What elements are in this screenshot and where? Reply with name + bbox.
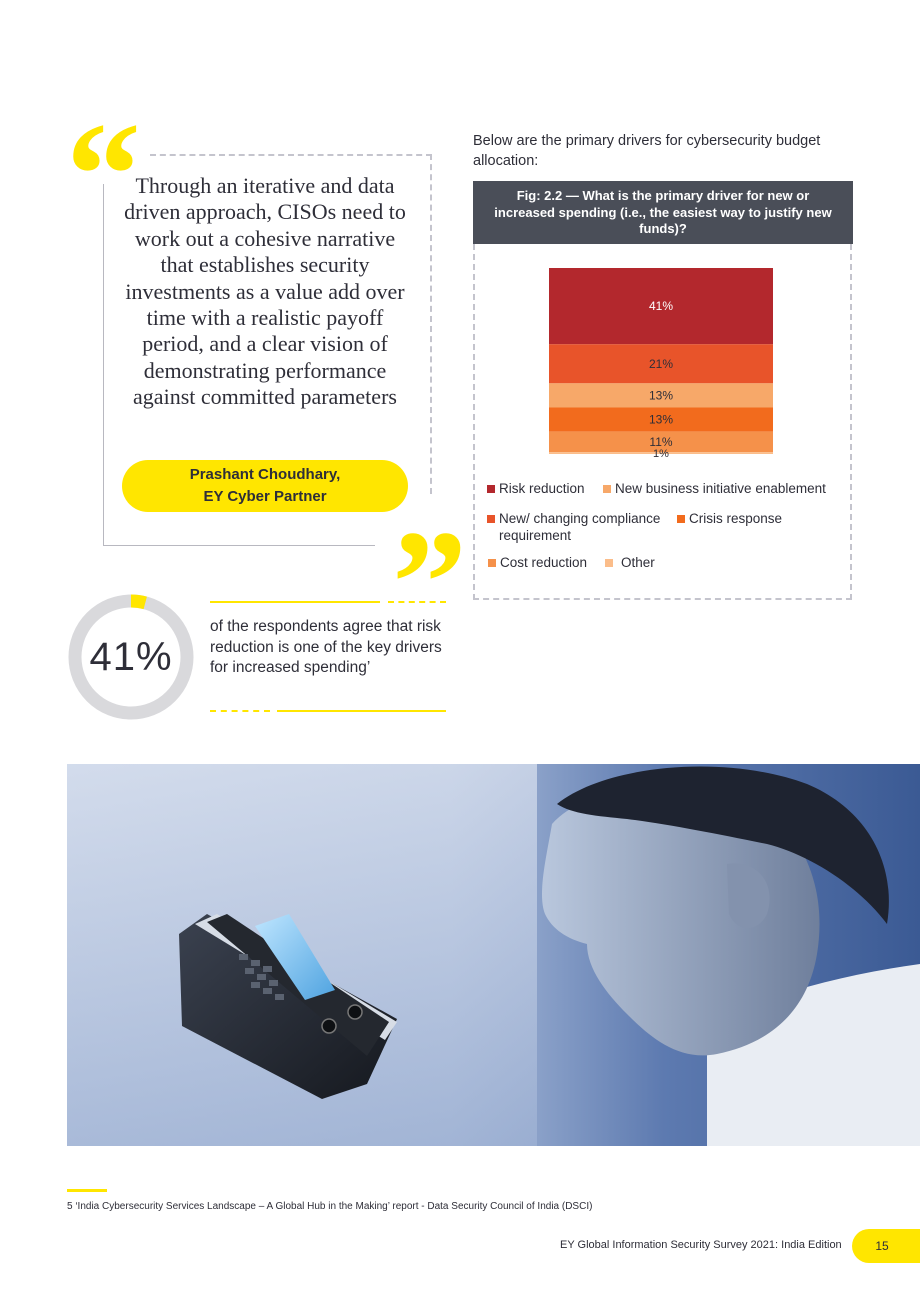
legend-label: Crisis response (689, 511, 783, 526)
legend-item-risk-reduction (487, 480, 585, 497)
legend-label: Risk reduction (499, 481, 585, 496)
data-label: 41% (648, 299, 674, 314)
photo-face-recognition-scanner (67, 764, 920, 1146)
legend-swatch (487, 515, 495, 523)
quote-frame-top (150, 154, 432, 156)
device-sensor (322, 1019, 336, 1033)
legend-label: Other (621, 555, 655, 570)
footnote: 5 ‘India Cybersecurity Services Landscape – A Global Hub in the Making’ report - Data Security Council of India (DSCI) (67, 1201, 593, 1212)
footer-publication-title: EY Global Information Security Survey 2021: India Edition (560, 1239, 842, 1251)
chart-frame-bottom (473, 598, 852, 600)
stat-description: of the respondents agree that risk reduction is one of the key drivers for increased spending’ (210, 618, 442, 676)
quote-text: Through an iterative and data driven approach, CISOs need to work out a cohesive narrative that establishes security investments as a value add over time with a realistic payoff period, and a clear vision of demonstrating performance against committed parameters (124, 173, 406, 410)
data-label: 11% (649, 434, 673, 449)
stat-value: 41% (89, 634, 173, 679)
quote-frame-bottom (103, 545, 375, 546)
legend-swatch (605, 559, 613, 567)
key (263, 966, 272, 972)
data-label: 21% (648, 356, 674, 371)
legend-label: New/ changing compliance requirement (499, 511, 661, 543)
key (251, 960, 260, 966)
key (275, 994, 284, 1000)
legend-label: New business initiative enablement (615, 481, 826, 496)
data-label: 13% (648, 412, 674, 427)
device-sensor (348, 1005, 362, 1019)
legend-label: Cost reduction (500, 555, 588, 570)
stacked-bar-chart (473, 244, 853, 474)
stat-rule-bottom-dashed (210, 710, 270, 712)
legend-item-crisis-response (677, 510, 782, 527)
data-label: 1% (653, 448, 669, 461)
legend-swatch (677, 515, 685, 523)
quote-frame-right (430, 154, 432, 494)
open-quote-mark: “ (66, 92, 141, 258)
key (269, 980, 278, 986)
key (257, 974, 266, 980)
author-name: Prashant Choudhary, (189, 466, 341, 483)
legend-swatch (603, 485, 611, 493)
page-number: 15 (875, 1239, 889, 1253)
key (263, 988, 272, 994)
quote-frame-left (103, 184, 104, 546)
stat-rule-bottom (277, 710, 446, 712)
footnote-accent-bar (67, 1189, 107, 1192)
legend-swatch (487, 485, 495, 493)
data-label: 13% (648, 388, 674, 403)
photo-illustration (67, 764, 920, 1146)
quote-attribution (122, 460, 408, 512)
legend-item-other (605, 554, 655, 571)
legend-swatch (488, 559, 496, 567)
legend-item-cost-reduction (488, 554, 587, 571)
legend-item-new-business (603, 480, 826, 497)
key (245, 968, 254, 974)
chart-intro-text: Below are the primary drivers for cybersecurity budget allocation: (473, 133, 821, 169)
legend-item-compliance (487, 510, 673, 544)
close-quote-mark: ” (392, 500, 467, 666)
stat-rule-top-dashed (388, 601, 446, 603)
figure-title: Fig: 2.2 — What is the primary driver for new or increased spending (i.e., the easiest way to justify new funds)? (473, 181, 853, 244)
key (239, 954, 248, 960)
key (251, 982, 260, 988)
author-title: EY Cyber Partner (203, 488, 327, 505)
stat-rule-top (210, 601, 380, 603)
